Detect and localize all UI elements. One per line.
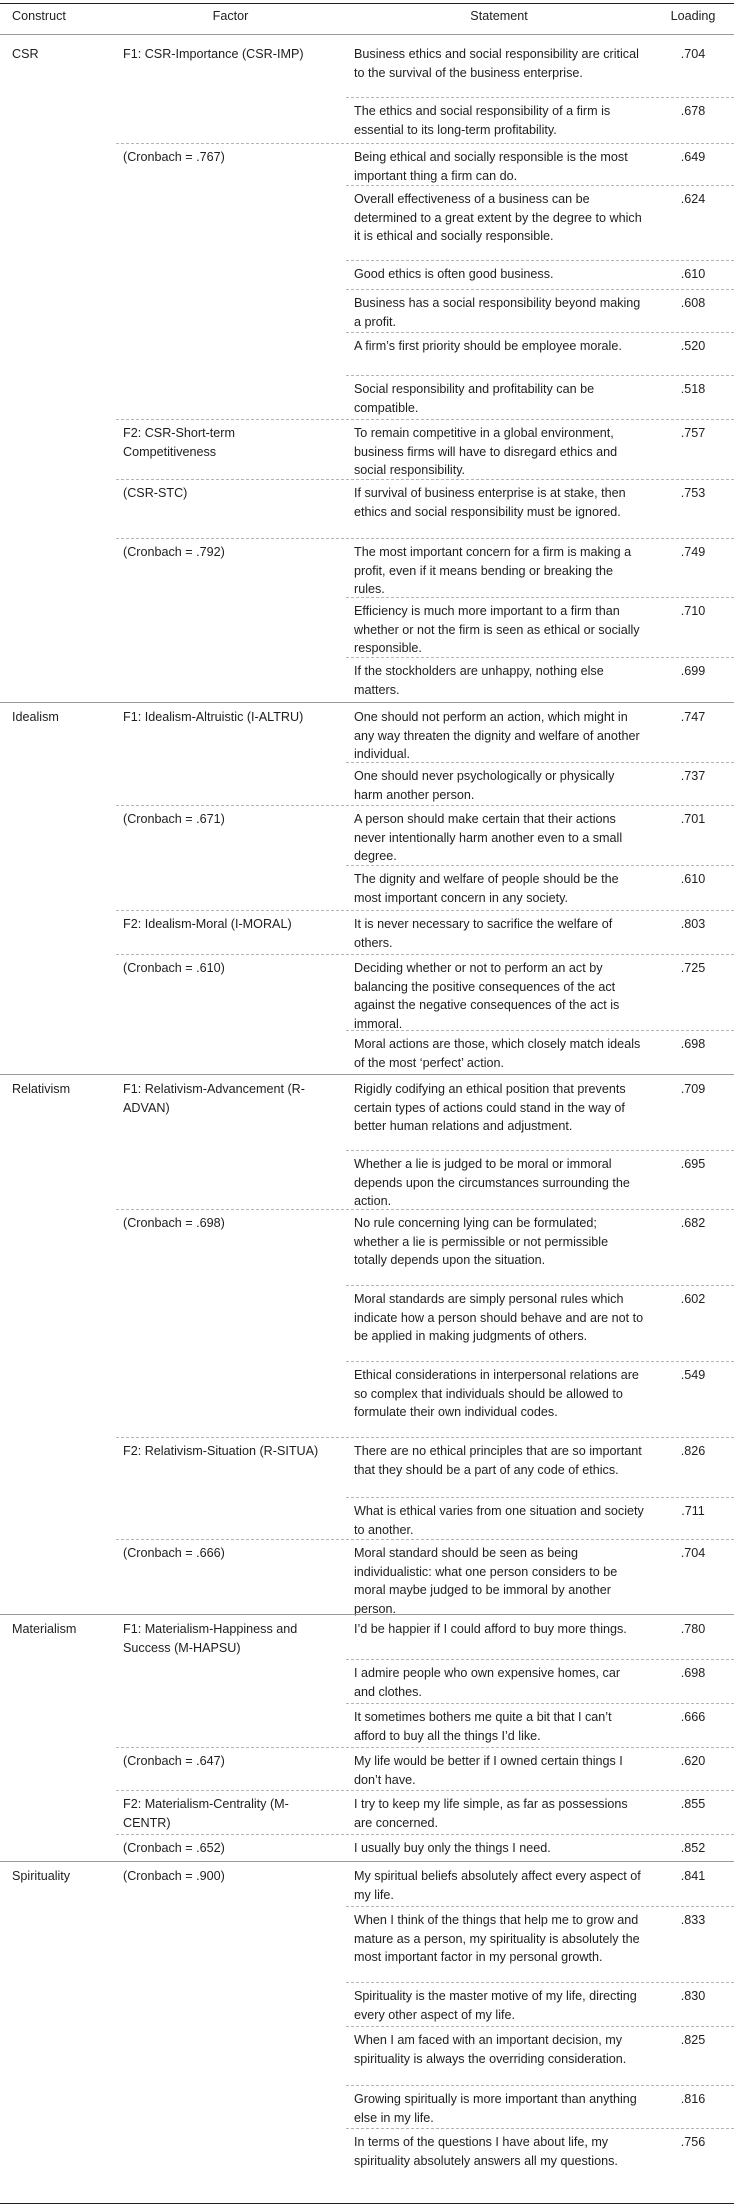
row-separator xyxy=(346,1030,734,1031)
row-separator xyxy=(346,657,734,658)
statement-cell: Efficiency is much more important to a firm than whether or not the firm is seen as ethical or socially responsible. xyxy=(354,604,640,656)
statement-cell: Deciding whether or not to perform an act by balancing the positive consequences of the act against the negative consequences of the act is immoral. xyxy=(354,961,620,1031)
statement-cell: I’d be happier if I could afford to buy more things. xyxy=(354,1622,627,1636)
row-separator xyxy=(116,1790,734,1791)
loading-cell: .841 xyxy=(680,1869,706,1883)
row-separator xyxy=(116,1539,734,1540)
statement-cell: Business has a social responsibility beyond making a profit. xyxy=(354,296,641,329)
loading-cell: .678 xyxy=(680,104,706,118)
statement-cell: I try to keep my life simple, as far as possessions are concerned. xyxy=(354,1797,628,1830)
factor-cell: (Cronbach = .666) xyxy=(123,1546,225,1560)
statement-cell: Business ethics and social responsibility are critical to the survival of the business enterprise. xyxy=(354,47,639,80)
factor-cell: F2: Relativism-Situation (R-SITUA) xyxy=(123,1444,319,1458)
statement-cell: I usually buy only the things I need. xyxy=(354,1841,551,1855)
row-separator xyxy=(116,419,734,420)
loading-cell: .666 xyxy=(680,1710,706,1724)
row-separator xyxy=(116,538,734,539)
statement-cell: Moral standards are simply personal rules which indicate how a person should behave and are not to be applied in making judgments of others. xyxy=(354,1292,644,1344)
statement-cell: It is never necessary to sacrifice the welfare of others. xyxy=(354,917,613,950)
factor-cell: F1: Materialism-Happiness and Success (M-HAPSU) xyxy=(123,1622,298,1655)
construct-separator xyxy=(0,1074,734,1075)
row-separator xyxy=(346,597,734,598)
loading-cell: .698 xyxy=(680,1037,706,1051)
loading-cell: .816 xyxy=(680,2092,706,2106)
loading-cell: .711 xyxy=(681,1504,705,1518)
statement-cell: The most important concern for a firm is making a profit, even if it means bending or breaking the rules. xyxy=(354,545,632,597)
factor-cell: F1: Relativism-Advancement (R-ADVAN) xyxy=(123,1082,305,1115)
header-factor: Factor xyxy=(212,9,249,23)
table-top-rule xyxy=(0,3,734,4)
statement-cell: What is ethical varies from one situation and society to another. xyxy=(354,1504,644,1537)
loading-cell: .825 xyxy=(680,2033,706,2047)
statement-cell: Rigidly codifying an ethical position that prevents certain types of actions could stand in the way of better human relations and adjustment. xyxy=(354,1082,626,1134)
statement-cell: If the stockholders are unhappy, nothing else matters. xyxy=(354,664,604,697)
loading-cell: .833 xyxy=(680,1913,706,1927)
statement-cell: Being ethical and socially responsible is the most important thing a firm can do. xyxy=(354,150,628,183)
factor-cell: (Cronbach = .767) xyxy=(123,150,225,164)
factor-cell: (Cronbach = .610) xyxy=(123,961,225,975)
row-separator xyxy=(116,1209,734,1210)
statement-cell: Overall effectiveness of a business can be determined to a great extent by the degree to which it is ethical and socially responsible. xyxy=(354,192,642,244)
row-separator xyxy=(346,97,734,98)
factor-cell: (Cronbach = .652) xyxy=(123,1841,225,1855)
row-separator xyxy=(346,1150,734,1151)
factor-cell: F2: CSR-Short-term Competitiveness xyxy=(123,426,235,459)
row-separator xyxy=(346,1703,734,1704)
loading-cell: .649 xyxy=(680,150,706,164)
statement-cell: It sometimes bothers me quite a bit that I can’t afford to buy all the things I’d like. xyxy=(354,1710,612,1743)
factor-cell: (Cronbach = .900) xyxy=(123,1869,225,1883)
loading-cell: .725 xyxy=(680,961,706,975)
loading-cell: .602 xyxy=(680,1292,706,1306)
header-construct: Construct xyxy=(12,9,66,23)
loading-cell: .620 xyxy=(680,1754,706,1768)
construct-cell: Materialism xyxy=(12,1622,77,1636)
loading-cell: .520 xyxy=(680,339,706,353)
row-separator xyxy=(346,1285,734,1286)
loading-cell: .747 xyxy=(680,710,706,724)
loading-cell: .710 xyxy=(680,604,706,618)
row-separator xyxy=(346,1982,734,1983)
loading-cell: .830 xyxy=(680,1989,706,2003)
row-separator xyxy=(116,1834,734,1835)
row-separator xyxy=(116,143,734,144)
loading-cell: .624 xyxy=(680,192,706,206)
loading-cell: .704 xyxy=(680,1546,706,1560)
statement-cell: Growing spiritually is more important than anything else in my life. xyxy=(354,2092,637,2125)
statement-cell: If survival of business enterprise is at stake, then ethics and social responsibility must be ignored. xyxy=(354,486,626,519)
header-bottom-rule xyxy=(0,34,734,35)
statement-cell: One should not perform an action, which might in any way threaten the dignity and welfare of another individual. xyxy=(354,710,640,762)
statement-cell: Good ethics is often good business. xyxy=(354,267,554,281)
row-separator xyxy=(346,332,734,333)
loading-cell: .699 xyxy=(680,664,706,678)
loading-cell: .749 xyxy=(680,545,706,559)
statement-cell: The ethics and social responsibility of a firm is essential to its long-term profitability. xyxy=(354,104,611,137)
header-statement: Statement xyxy=(470,9,528,23)
factor-cell: F2: Idealism-Moral (I-MORAL) xyxy=(123,917,292,931)
row-separator xyxy=(346,1906,734,1907)
row-separator xyxy=(346,289,734,290)
statement-cell: Moral actions are those, which closely match ideals of the most ‘perfect’ action. xyxy=(354,1037,641,1070)
row-separator xyxy=(346,762,734,763)
factor-cell: (CSR-STC) xyxy=(123,486,188,500)
construct-cell: Spirituality xyxy=(12,1869,71,1883)
row-separator xyxy=(346,2128,734,2129)
statement-cell: There are no ethical principles that are so important that they should be a part of any code of ethics. xyxy=(354,1444,642,1477)
factor-cell: (Cronbach = .698) xyxy=(123,1216,225,1230)
statement-cell: Whether a lie is judged to be moral or immoral depends upon the circumstances surrounding the action. xyxy=(354,1157,630,1209)
statement-cell: When I think of the things that help me to grow and mature as a person, my spirituality is absolutely the most important factor in my personal growth. xyxy=(354,1913,640,1965)
loading-cell: .608 xyxy=(680,296,706,310)
factor-cell: (Cronbach = .647) xyxy=(123,1754,225,1768)
statement-cell: Ethical considerations in interpersonal relations are so complex that individuals should be allowed to formulate their own individual codes. xyxy=(354,1368,639,1420)
table-bottom-rule xyxy=(0,2203,734,2204)
loading-cell: .756 xyxy=(680,2135,706,2149)
loading-cell: .709 xyxy=(680,1082,706,1096)
row-separator xyxy=(116,954,734,955)
loading-cell: .610 xyxy=(680,872,706,886)
row-separator xyxy=(116,479,734,480)
loading-cell: .855 xyxy=(680,1797,706,1811)
row-separator xyxy=(346,1361,734,1362)
construct-separator xyxy=(0,1861,734,1862)
row-separator xyxy=(346,260,734,261)
statement-cell: Social responsibility and profitability can be compatible. xyxy=(354,382,595,415)
construct-cell: Relativism xyxy=(12,1082,71,1096)
statement-cell: The dignity and welfare of people should be the most important concern in any society. xyxy=(354,872,619,905)
row-separator xyxy=(116,1747,734,1748)
factor-cell: F2: Materialism-Centrality (M-CENTR) xyxy=(123,1797,289,1830)
loading-cell: .610 xyxy=(680,267,706,281)
statement-cell: Moral standard should be seen as being individualistic: what one person considers to be moral maybe judged to be immoral by another person. xyxy=(354,1546,618,1616)
row-separator xyxy=(346,1497,734,1498)
loading-cell: .701 xyxy=(680,812,706,826)
statement-cell: No rule concerning lying can be formulated; whether a lie is permissible or not permissible totally depends upon the situation. xyxy=(354,1216,609,1268)
factor-cell: F1: Idealism-Altruistic (I-ALTRU) xyxy=(123,710,304,724)
loading-cell: .698 xyxy=(680,1666,706,1680)
statement-cell: A person should make certain that their actions never intentionally harm another even to a small degree. xyxy=(354,812,623,864)
loading-cell: .737 xyxy=(680,769,706,783)
loading-cell: .803 xyxy=(680,917,706,931)
row-separator xyxy=(116,910,734,911)
loading-cell: .826 xyxy=(680,1444,706,1458)
construct-cell: CSR xyxy=(12,47,39,61)
row-separator xyxy=(346,1659,734,1660)
factor-cell: (Cronbach = .671) xyxy=(123,812,225,826)
statement-cell: I admire people who own expensive homes, car and clothes. xyxy=(354,1666,621,1699)
loading-cell: .753 xyxy=(680,486,706,500)
construct-separator xyxy=(0,1614,734,1615)
statement-cell: Spirituality is the master motive of my life, directing every other aspect of my life. xyxy=(354,1989,637,2022)
row-separator xyxy=(116,805,734,806)
row-separator xyxy=(346,185,734,186)
factor-cell: (Cronbach = .792) xyxy=(123,545,225,559)
statement-cell: A firm’s first priority should be employee morale. xyxy=(354,339,622,353)
loading-cell: .682 xyxy=(680,1216,706,1230)
row-separator xyxy=(346,2085,734,2086)
statement-cell: My life would be better if I owned certain things I don’t have. xyxy=(354,1754,623,1787)
factor-cell: F1: CSR-Importance (CSR-IMP) xyxy=(123,47,304,61)
statement-cell: My spiritual beliefs absolutely affect every aspect of my life. xyxy=(354,1869,641,1902)
row-separator xyxy=(346,375,734,376)
loading-cell: .518 xyxy=(680,382,706,396)
loading-cell: .780 xyxy=(680,1622,706,1636)
row-separator xyxy=(116,1437,734,1438)
statement-cell: To remain competitive in a global environment, business firms will have to disregard ethics and social responsibility. xyxy=(354,426,618,478)
statement-cell: One should never psychologically or physically harm another person. xyxy=(354,769,615,802)
construct-separator xyxy=(0,702,734,703)
statement-cell: In terms of the questions I have about life, my spirituality absolutely answers all my questions. xyxy=(354,2135,618,2168)
loading-cell: .757 xyxy=(680,426,706,440)
statement-cell: When I am faced with an important decision, my spirituality is always the overriding consideration. xyxy=(354,2033,627,2066)
row-separator xyxy=(346,2026,734,2027)
header-loading: Loading xyxy=(670,9,716,23)
row-separator xyxy=(346,865,734,866)
loading-cell: .549 xyxy=(680,1368,706,1382)
loading-cell: .852 xyxy=(680,1841,706,1855)
loading-cell: .704 xyxy=(680,47,706,61)
construct-cell: Idealism xyxy=(12,710,59,724)
loading-cell: .695 xyxy=(680,1157,706,1171)
